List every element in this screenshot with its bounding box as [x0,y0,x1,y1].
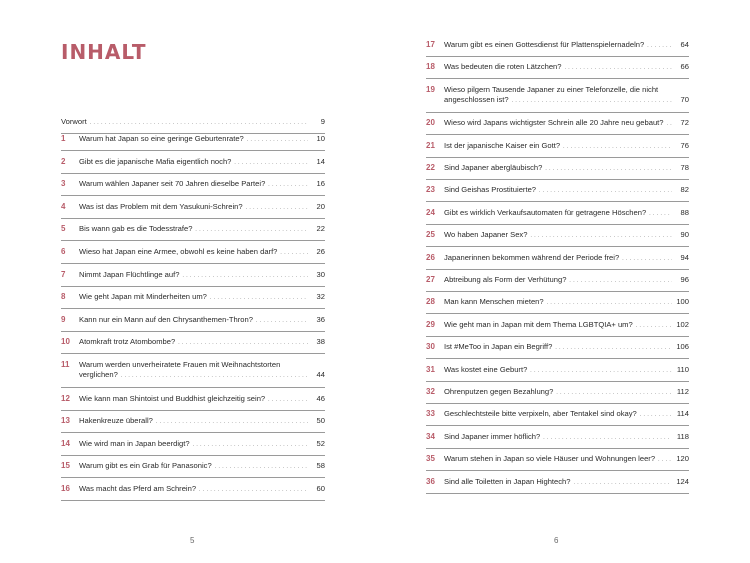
page-number: 124 [676,476,689,486]
divider-rule [61,331,325,332]
divider-rule [61,410,325,411]
chapter-title: Wo haben Japaner Sex? [444,230,528,240]
page-number: 14 [316,156,325,166]
leader-dots [640,409,672,420]
leader-dots [210,292,308,303]
chapter-title: Man kann Menschen mieten? [444,297,544,307]
chapter-title: verglichen? [79,370,118,379]
divider-rule [426,470,689,471]
leader-dots [215,461,308,472]
leader-dots [247,134,308,145]
leader-dots [156,416,308,427]
chapter-title: Sind Japaner abergläubisch? [444,163,543,172]
leader-dots [667,118,673,129]
page-number: 64 [680,40,689,49]
chapter-number: 27 [426,275,435,284]
toc-entry[interactable] [61,134,325,144]
divider-rule [426,381,689,382]
divider-rule [61,218,325,219]
leader-dots [246,202,308,213]
divider-rule [426,246,689,247]
chapter-number: 26 [426,252,435,262]
divider-rule [61,432,325,433]
chapter-title: Warum gibt es einen Gottesdienst für Plattenspielernadeln? [444,40,645,49]
chapter-number: 11 [61,360,70,369]
page-number: 50 [316,416,325,426]
leader-dots [539,185,672,196]
toc-entry[interactable] [61,337,325,347]
right-page [375,0,750,563]
toc-entry[interactable] [426,320,689,330]
divider-rule [426,269,689,270]
divider-rule [426,425,689,426]
toc-entry[interactable] [61,157,325,167]
divider-rule [61,477,325,478]
chapter-number: 28 [426,297,435,307]
leader-dots [268,394,308,405]
leader-dots [268,179,308,190]
toc-entry[interactable] [426,297,689,307]
toc-entry[interactable] [61,224,325,234]
toc-entry[interactable] [61,270,325,280]
chapter-title: Warum werden unverheiratete Frauen mit Weihnachtstorten [79,360,281,369]
chapter-number: 16 [61,484,70,493]
page-title: INHALT [61,40,147,64]
toc-entry[interactable] [426,185,689,195]
leader-dots [280,247,308,258]
chapter-number: 31 [426,364,435,374]
toc-entry[interactable] [426,365,689,375]
chapter-number: 4 [61,201,66,211]
chapter-title: Warum stehen in Japan so viele Häuser und Wohnungen leer? [444,454,656,464]
page-number: 110 [676,364,689,374]
leader-dots [512,95,672,106]
toc-entry-vorwort[interactable] [61,117,325,127]
chapter-number: 3 [61,179,66,189]
toc-entry[interactable] [426,275,689,285]
page-number: 22 [316,224,325,234]
leader-dots [658,454,672,465]
page-number: 112 [676,387,689,396]
divider-rule [61,455,325,456]
page-number: 20 [316,201,325,211]
chapter-title: Abtreibung als Form der Verhütung? [444,275,567,284]
divider-rule [426,112,689,113]
chapter-title: Geschlechtsteile bitte verpixeln, aber Tentakel sind okay? [444,409,637,419]
divider-rule [61,387,325,388]
page-number: 82 [680,185,689,195]
chapter-number: 21 [426,140,435,150]
divider-rule [61,240,325,241]
page-number: 78 [680,163,689,172]
toc-entry[interactable] [61,439,325,449]
chapter-number: 35 [426,454,435,464]
page-number: 100 [676,297,689,307]
leader-dots [195,224,308,235]
chapter-number: 33 [426,409,435,419]
page-number: 26 [316,247,325,256]
toc-entry[interactable] [426,141,689,151]
page-number: 102 [676,319,689,329]
toc-entry[interactable] [426,387,689,397]
chapter-number: 1 [61,134,66,143]
toc-entry[interactable] [426,454,689,464]
leader-dots [622,253,672,264]
page-number: 88 [680,207,689,217]
chapter-number: 32 [426,387,435,396]
page-number: 9 [320,117,325,126]
page-number: 90 [680,230,689,240]
divider-rule [61,353,325,354]
leader-dots [193,439,308,450]
toc-entry[interactable] [61,179,325,189]
leader-dots [530,230,672,241]
chapter-number: 17 [426,40,435,49]
divider-rule [61,286,325,287]
chapter-title: Ist der japanische Kaiser ein Gott? [444,140,561,150]
toc-entry[interactable] [61,416,325,426]
divider-rule [61,173,325,174]
leader-dots [234,157,308,168]
chapter-title: Sind Japaner immer höflich? [444,431,541,441]
divider-rule [61,308,325,309]
chapter-title: Kann nur ein Mann auf den Chrysanthemen-Thron? [79,314,253,324]
toc-entry[interactable] [426,62,689,72]
leader-dots [636,320,672,331]
chapter-number: 29 [426,319,435,329]
toc-entry[interactable] [426,409,689,419]
toc-entry[interactable] [61,292,325,302]
leader-dots [556,387,672,398]
chapter-title: Atomkraft trotz Atombombe? [79,337,176,347]
divider-rule [61,263,325,264]
chapter-title: Wieso hat Japan eine Armee, obwohl es keine haben darf? [79,247,278,256]
chapter-number: 22 [426,163,435,172]
divider-rule [426,56,689,57]
page-number: 38 [316,337,325,347]
leader-dots [178,337,308,348]
chapter-title: Sind alle Toiletten in Japan Hightech? [444,476,571,486]
chapter-title: Was kostet eine Geburt? [444,364,528,374]
divider-rule [426,313,689,314]
chapter-title: angeschlossen ist? [444,94,509,104]
divider-rule [426,201,689,202]
chapter-number: 8 [61,292,66,302]
chapter-title: Gibt es die japanische Mafia eigentlich noch? [79,156,232,166]
chapter-title: Was macht das Pferd am Schrein? [79,484,197,493]
page-number: 76 [680,140,689,150]
chapter-title: Wie geht Japan mit Minderheiten um? [79,292,207,302]
chapter-title: Japanerinnen bekommen während der Periode frei? [444,252,620,262]
chapter-number: 18 [426,62,435,72]
chapter-number: 30 [426,342,435,352]
page-number: 60 [316,484,325,493]
chapter-number: 34 [426,431,435,441]
page-number: 66 [680,62,689,72]
chapter-number: 20 [426,118,435,128]
chapter-title: Warum hat Japan so eine geringe Geburtenrate? [79,134,244,143]
page-number: 16 [316,179,325,189]
leader-dots [256,315,308,326]
vorwort-label: Vorwort [61,117,87,126]
divider-rule [426,179,689,180]
chapter-title: Sind Geishas Prostituierte? [444,185,537,195]
chapter-title: Warum wählen Japaner seit 70 Jahren dieselbe Partei? [79,179,266,189]
page-number: 120 [676,454,689,464]
leader-dots [199,484,308,495]
chapter-number: 9 [61,314,66,324]
toc-entry[interactable] [426,40,689,50]
leader-dots [574,477,672,488]
page-number: 30 [316,269,325,279]
divider-rule [426,78,689,79]
page-number: 70 [680,94,689,104]
chapter-title: Wie wird man in Japan beerdigt? [79,438,190,448]
divider-rule [426,224,689,225]
leader-dots [543,432,672,443]
divider-rule [61,195,325,196]
chapter-title: Ist #MeToo in Japan ein Begriff? [444,342,553,352]
divider-rule [426,134,689,135]
toc-entry[interactable] [61,484,325,494]
toc-entry[interactable] [426,342,689,352]
toc-entry[interactable] [426,118,689,128]
chapter-number: 6 [61,247,66,256]
page-number: 36 [316,314,325,324]
page-number: 94 [680,252,689,262]
page-number: 72 [680,118,689,128]
page-number: 58 [316,461,325,471]
chapter-title: Bis wann gab es die Todesstrafe? [79,224,193,234]
page-number: 106 [676,342,689,352]
leader-dots [565,62,672,73]
leader-dots [555,342,672,353]
chapter-title: Wie kann man Shintoist und Buddhist gleichzeitig sein? [79,393,266,403]
chapter-title: Was bedeuten die roten Lätzchen? [444,62,562,72]
divider-rule [426,157,689,158]
chapter-number: 12 [61,393,70,403]
chapter-number: 25 [426,230,435,240]
page-number: 114 [676,409,689,419]
chapter-title: Wieso pilgern Tausende Japaner zu einer Telefonzelle, die nicht [444,84,659,94]
toc-entry[interactable] [426,85,689,106]
leader-dots [649,208,672,219]
leader-dots [121,370,308,381]
page-number: 96 [680,275,689,284]
chapter-number: 13 [61,416,70,426]
chapter-number: 10 [61,337,70,347]
leader-dots [547,297,672,308]
chapter-title: Wie geht man in Japan mit dem Thema LGBTQIA+ um? [444,319,633,329]
toc-entry[interactable] [426,230,689,240]
divider-rule [426,336,689,337]
page-number: 52 [316,438,325,448]
folio-right: 6 [554,536,559,545]
page-number: 32 [316,292,325,302]
toc-entry[interactable] [426,163,689,173]
divider-rule [426,403,689,404]
toc-entry[interactable] [61,247,325,257]
toc-entry[interactable] [61,360,325,381]
chapter-number: 14 [61,438,70,448]
divider-rule [61,500,325,501]
leader-dots [545,163,672,174]
page-number: 118 [676,431,689,441]
chapter-title: Wieso wird Japans wichtigster Schrein alle 20 Jahre neu gebaut? [444,118,664,128]
leader-dots [647,40,672,51]
leader-dots [90,117,308,128]
chapter-title: Was ist das Problem mit dem Yasukuni-Schrein? [79,201,243,211]
chapter-title: Gibt es wirklich Verkaufsautomaten für getragene Höschen? [444,207,647,217]
toc-entry[interactable] [61,394,325,404]
chapter-number: 36 [426,476,435,486]
chapter-number: 2 [61,156,66,166]
page-number: 46 [316,393,325,403]
chapter-number: 19 [426,84,435,94]
divider-rule [426,493,689,494]
chapter-title: Ohrenputzen gegen Bezahlung? [444,387,554,396]
divider-rule [426,448,689,449]
leader-dots [530,365,672,376]
chapter-number: 7 [61,269,66,279]
divider-rule [426,291,689,292]
toc-entry[interactable] [61,461,325,471]
chapter-number: 15 [61,461,70,471]
chapter-title: Warum gibt es ein Grab für Panasonic? [79,461,212,471]
chapter-title: Hakenkreuze überall? [79,416,153,426]
divider-rule [426,358,689,359]
toc-entry[interactable] [426,253,689,263]
chapter-number: 5 [61,224,66,234]
toc-entry[interactable] [61,315,325,325]
toc-entry[interactable] [426,208,689,218]
chapter-title: Nimmt Japan Flüchtlinge auf? [79,269,180,279]
toc-entry[interactable] [426,432,689,442]
page-number: 44 [316,370,325,379]
divider-rule [61,150,325,151]
toc-entry[interactable] [61,202,325,212]
chapter-number: 24 [426,207,435,217]
chapter-number: 23 [426,185,435,195]
folio-left: 5 [190,536,195,545]
leader-dots [563,141,672,152]
toc-entry[interactable] [426,477,689,487]
leader-dots [569,275,672,286]
leader-dots [182,270,308,281]
page-number: 10 [316,134,325,143]
